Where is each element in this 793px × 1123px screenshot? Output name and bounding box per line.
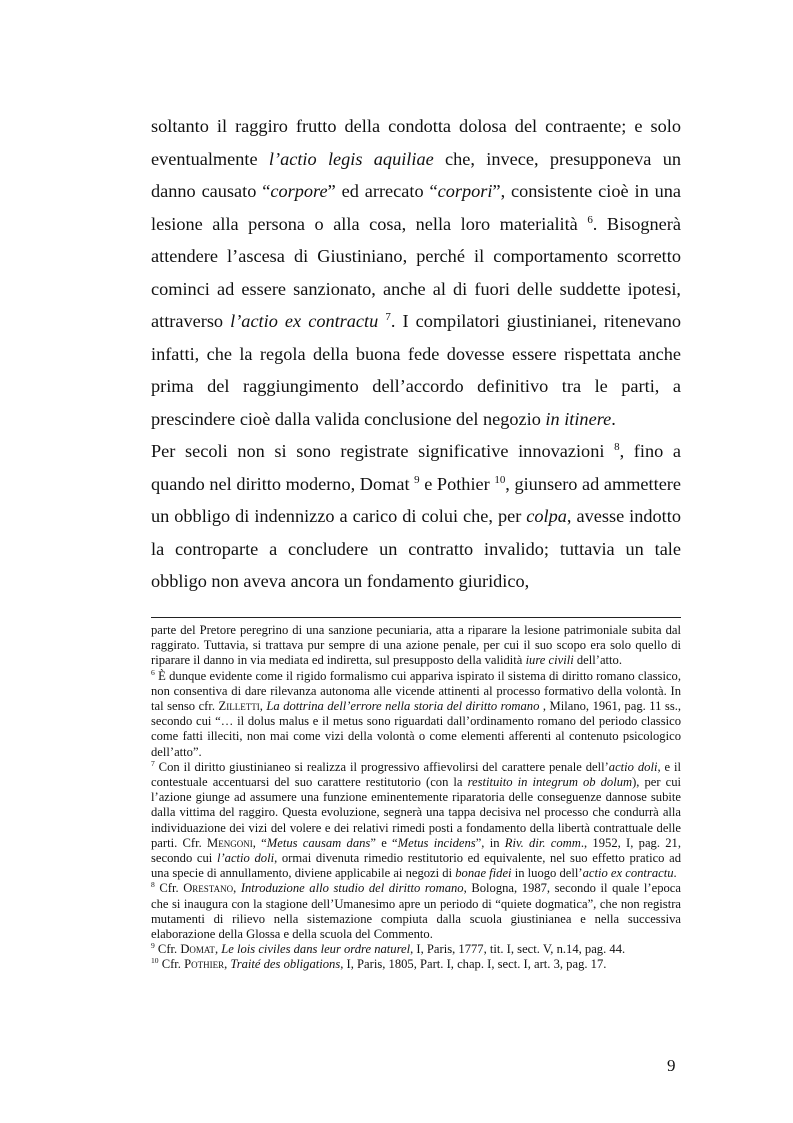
page-number: 9 (667, 1056, 676, 1075)
footnote-ref-7[interactable]: 7 (385, 310, 391, 323)
footnote-ref-9[interactable]: 9 (414, 473, 420, 486)
footnote-separator (151, 617, 681, 618)
footnote-number: 7 (151, 758, 155, 768)
body-paragraph-2: Per secoli non si sono registrate significative innovazioni $^8$, fino a quando nel diritto moderno, Domat $^9$ e Pothier $^{10}$, giunsero ad ammettere un obbligo di indennizzo a carico di colui che, per colpa, avesse indotto la controparte a concludere un contratto invalido; tuttavia un tale obbligo non aveva ancora un fondamento giuridico, (151, 440, 682, 591)
main-body-text (151, 110, 681, 598)
footnote-ref-6[interactable]: 6 (587, 213, 593, 226)
footnote-continuation: parte del Pretore peregrino di una sanzione pecuniaria, atta a riparare la lesione patrimoniale subita dal raggirato. Tuttavia, si trattava pur sempre di una azione penale, per cui il suo scopo era solo quello di riparare il danno in via mediata ed indiretta, sul presupposto della validità iure civili dell’atto. (151, 623, 681, 668)
footnote-number: 6 (151, 667, 155, 677)
footnote-number: 8 (151, 880, 155, 890)
footnote-ref-10[interactable]: 10 (494, 473, 506, 486)
footnote-8: $^8$ Cfr. Orestano, Introduzione allo studio del diritto romano, Bologna, 1987, secondo il quale l’epoca che si inaugura con la stagione dell’Umanesimo apre un periodo di “quiete dogmatica”, che non registra mutamenti di rilievo nella sistemazione compiuta dalla scuola giustinianea e nella successiva elaborazione della Glossa e della scuola del Commento. (151, 880, 681, 942)
footnote-7: $^7$ Con il diritto giustinianeo si realizza il progressivo affievolirsi del carattere penale dell’actio doli, e il contestuale accentuarsi del suo carattere restitutorio (con la restituito in integrum ob dolum), per cui l’azione giunge ad assumere una funzione eminentemente riparatoria delle conseguenze dannose subite dalla vittima del raggiro. Questa evoluzione, segnerà una tappa decisiva nel processo che condurrà alla individuazione dei vizi del volere e dei relativi rimedi posti a fondamento della libertà contrattuale delle parti. Cfr. Mengoni, “Metus causam dans” e “Metus incidens”, in Riv. dir. comm., 1952, I, pag. 21, secondo cui l’actio doli, ormai divenuta rimedio restitutorio ed equivalente, nel suo effetto pratico ad una specie di annullamento, diviene applicabile ai negozi di bonae fidei in luogo dell’actio ex contractu. (151, 758, 681, 881)
body-paragraph-1: soltanto il raggiro frutto della condotta dolosa del contraente; e solo eventualmente l’actio legis aquiliae che, invece, presupponeva un danno causato “corpore” ed arrecato “corpori”, consistente cioè in una lesione alla persona o alla cosa, nella loro materialità $^6$. Bisognerà attendere l’ascesa di Giustiniano, perché il comportamento scorretto cominci ad essere sanzionato, anche al di fuori delle suddette ipotesi, attraverso l’actio ex contractu $^7$. I compilatori giustinianei, ritenevano infatti, che la regola della buona fede dovesse essere rispettata anche prima del raggiungimento dell’accordo definitivo tra le parti, a prescindere cioè dalla valida conclusione del negozio in itinere. (151, 116, 681, 429)
footnote-10: $^{10}$ Cfr. Pothier, Traité des obligations, I, Paris, 1805, Part. I, chap. I, sect. I, art. 3, pag. 17. (151, 956, 607, 972)
footnote-9: $^9$ Cfr. Domat, Le lois civiles dans leur ordre naturel, I, Paris, 1777, tit. I, sect. V, n.14, pag. 44. (151, 941, 626, 957)
footnote-6: $^6$ È dunque evidente come il rigido formalismo cui appariva ispirato il sistema di diritto romano classico, non consentiva di dare rilevanza autonoma alle vicende attinenti al processo formativo della volontà. In tal senso cfr. Zilletti, La dottrina dell’errore nella storia del diritto romano , Milano, 1961, pag. 11 ss., secondo cui “… il dolus malus e il metus sono riguardati dall’ordinamento romano del periodo classico come fatti illeciti, non mai come vizi della volontà o come elementi afferenti al contenuto psicologico dell’atto”. (151, 667, 682, 759)
footnote-ref-8[interactable]: 8 (614, 440, 620, 453)
footnote-number: 10 (151, 956, 159, 966)
footnote-number: 9 (151, 941, 155, 951)
footnotes (151, 623, 681, 973)
